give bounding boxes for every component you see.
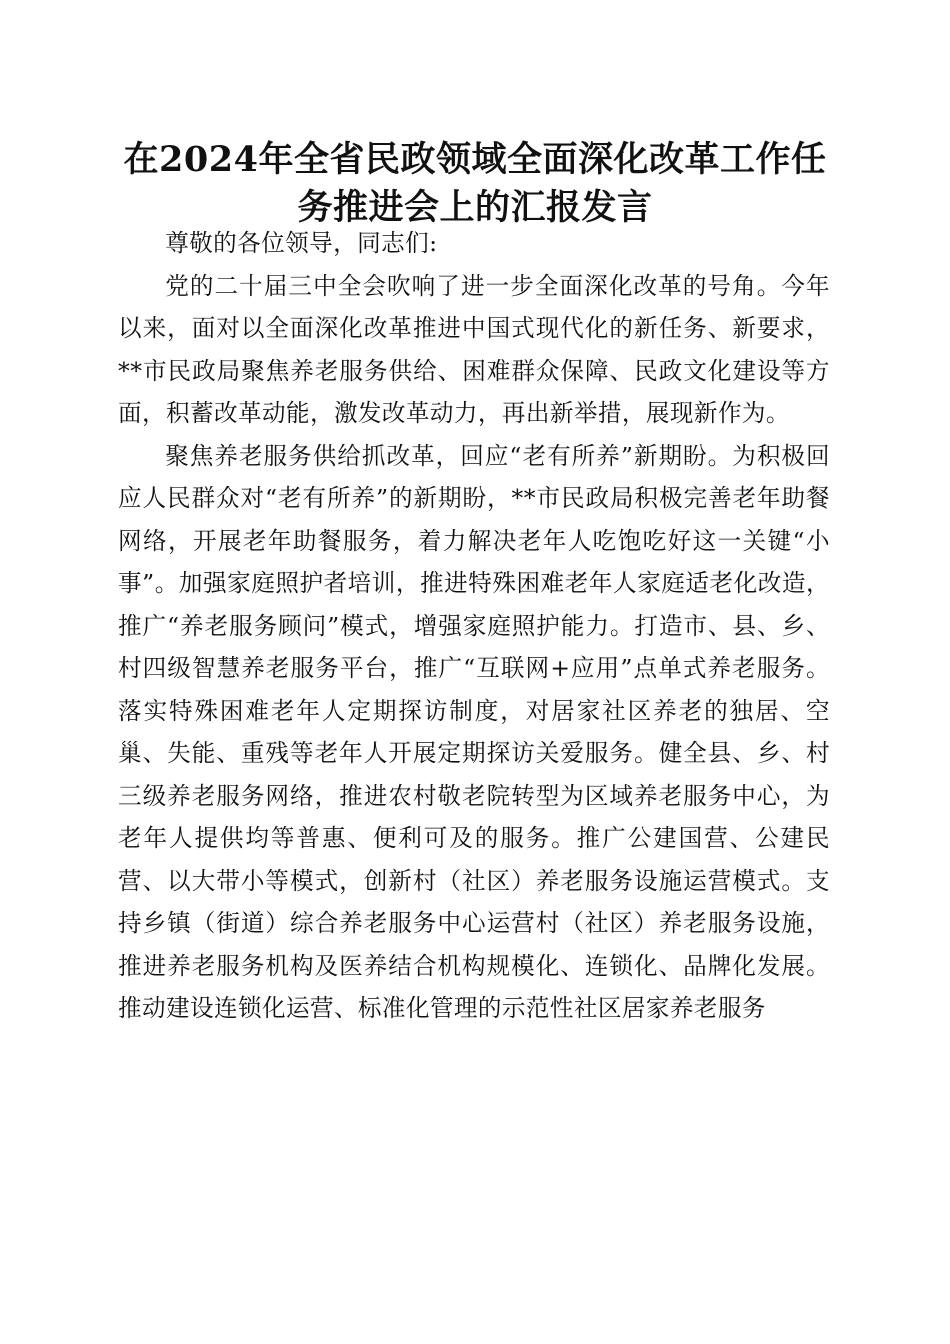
paragraph-elderly-care: 聚焦养老服务供给抓改革，回应“老有所养”新期盼。为积极回应人民群众对“老有所养”的新期盼，**市民政局积极完善老年助餐网络，开展老年助餐服务，着力解决老年人吃饱吃好这一关键“小事”。加强家庭照护者培训，推进特殊困难老年人家庭适老化改造，推广“养老服务顾问”模式，增强家庭照护能力。打造市、县、乡、村四级智慧养老服务平台，推广“互联网+应用”点单式养老服务。落实特殊困难老年人定期探访制度，对居家社区养老的独居、空巢、失能、重残等老年人开展定期探访关爱服务。健全县、乡、村三级养老服务网络，推进农村敬老院转型为区域养老服务中心，为老年人提供均等普惠、便利可及的服务。推广公建国营、公建民营、以大带小等模式，创新村（社区）养老服务设施运营模式。支持乡镇（街道）综合养老服务中心运营村（社区）养老服务设施，推进养老服务机构及医养结合机构规模化、连锁化、品牌化发展。推动建设连锁化运营、标准化管理的示范性社区居家养老服务 bbox=[118, 441, 830, 1022]
title-line-2: 务推进会上的汇报发言 bbox=[297, 187, 653, 228]
document-body bbox=[118, 222, 830, 1030]
salutation: 尊敬的各位领导，同志们: bbox=[165, 229, 438, 257]
document-title bbox=[110, 136, 840, 232]
title-line-1: 在2024年全省民政领域全面深化改革工作任 bbox=[123, 139, 827, 180]
paragraph-intro: 党的二十届三中全会吹响了进一步全面深化改革的号角。今年以来，面对以全面深化改革推进中国式现代化的新任务、新要求，**市民政局聚焦养老服务供给、困难群众保障、民政文化建设等方面，积蓄改革动能，激发改革动力，再出新举措，展现新作为。 bbox=[118, 271, 830, 427]
